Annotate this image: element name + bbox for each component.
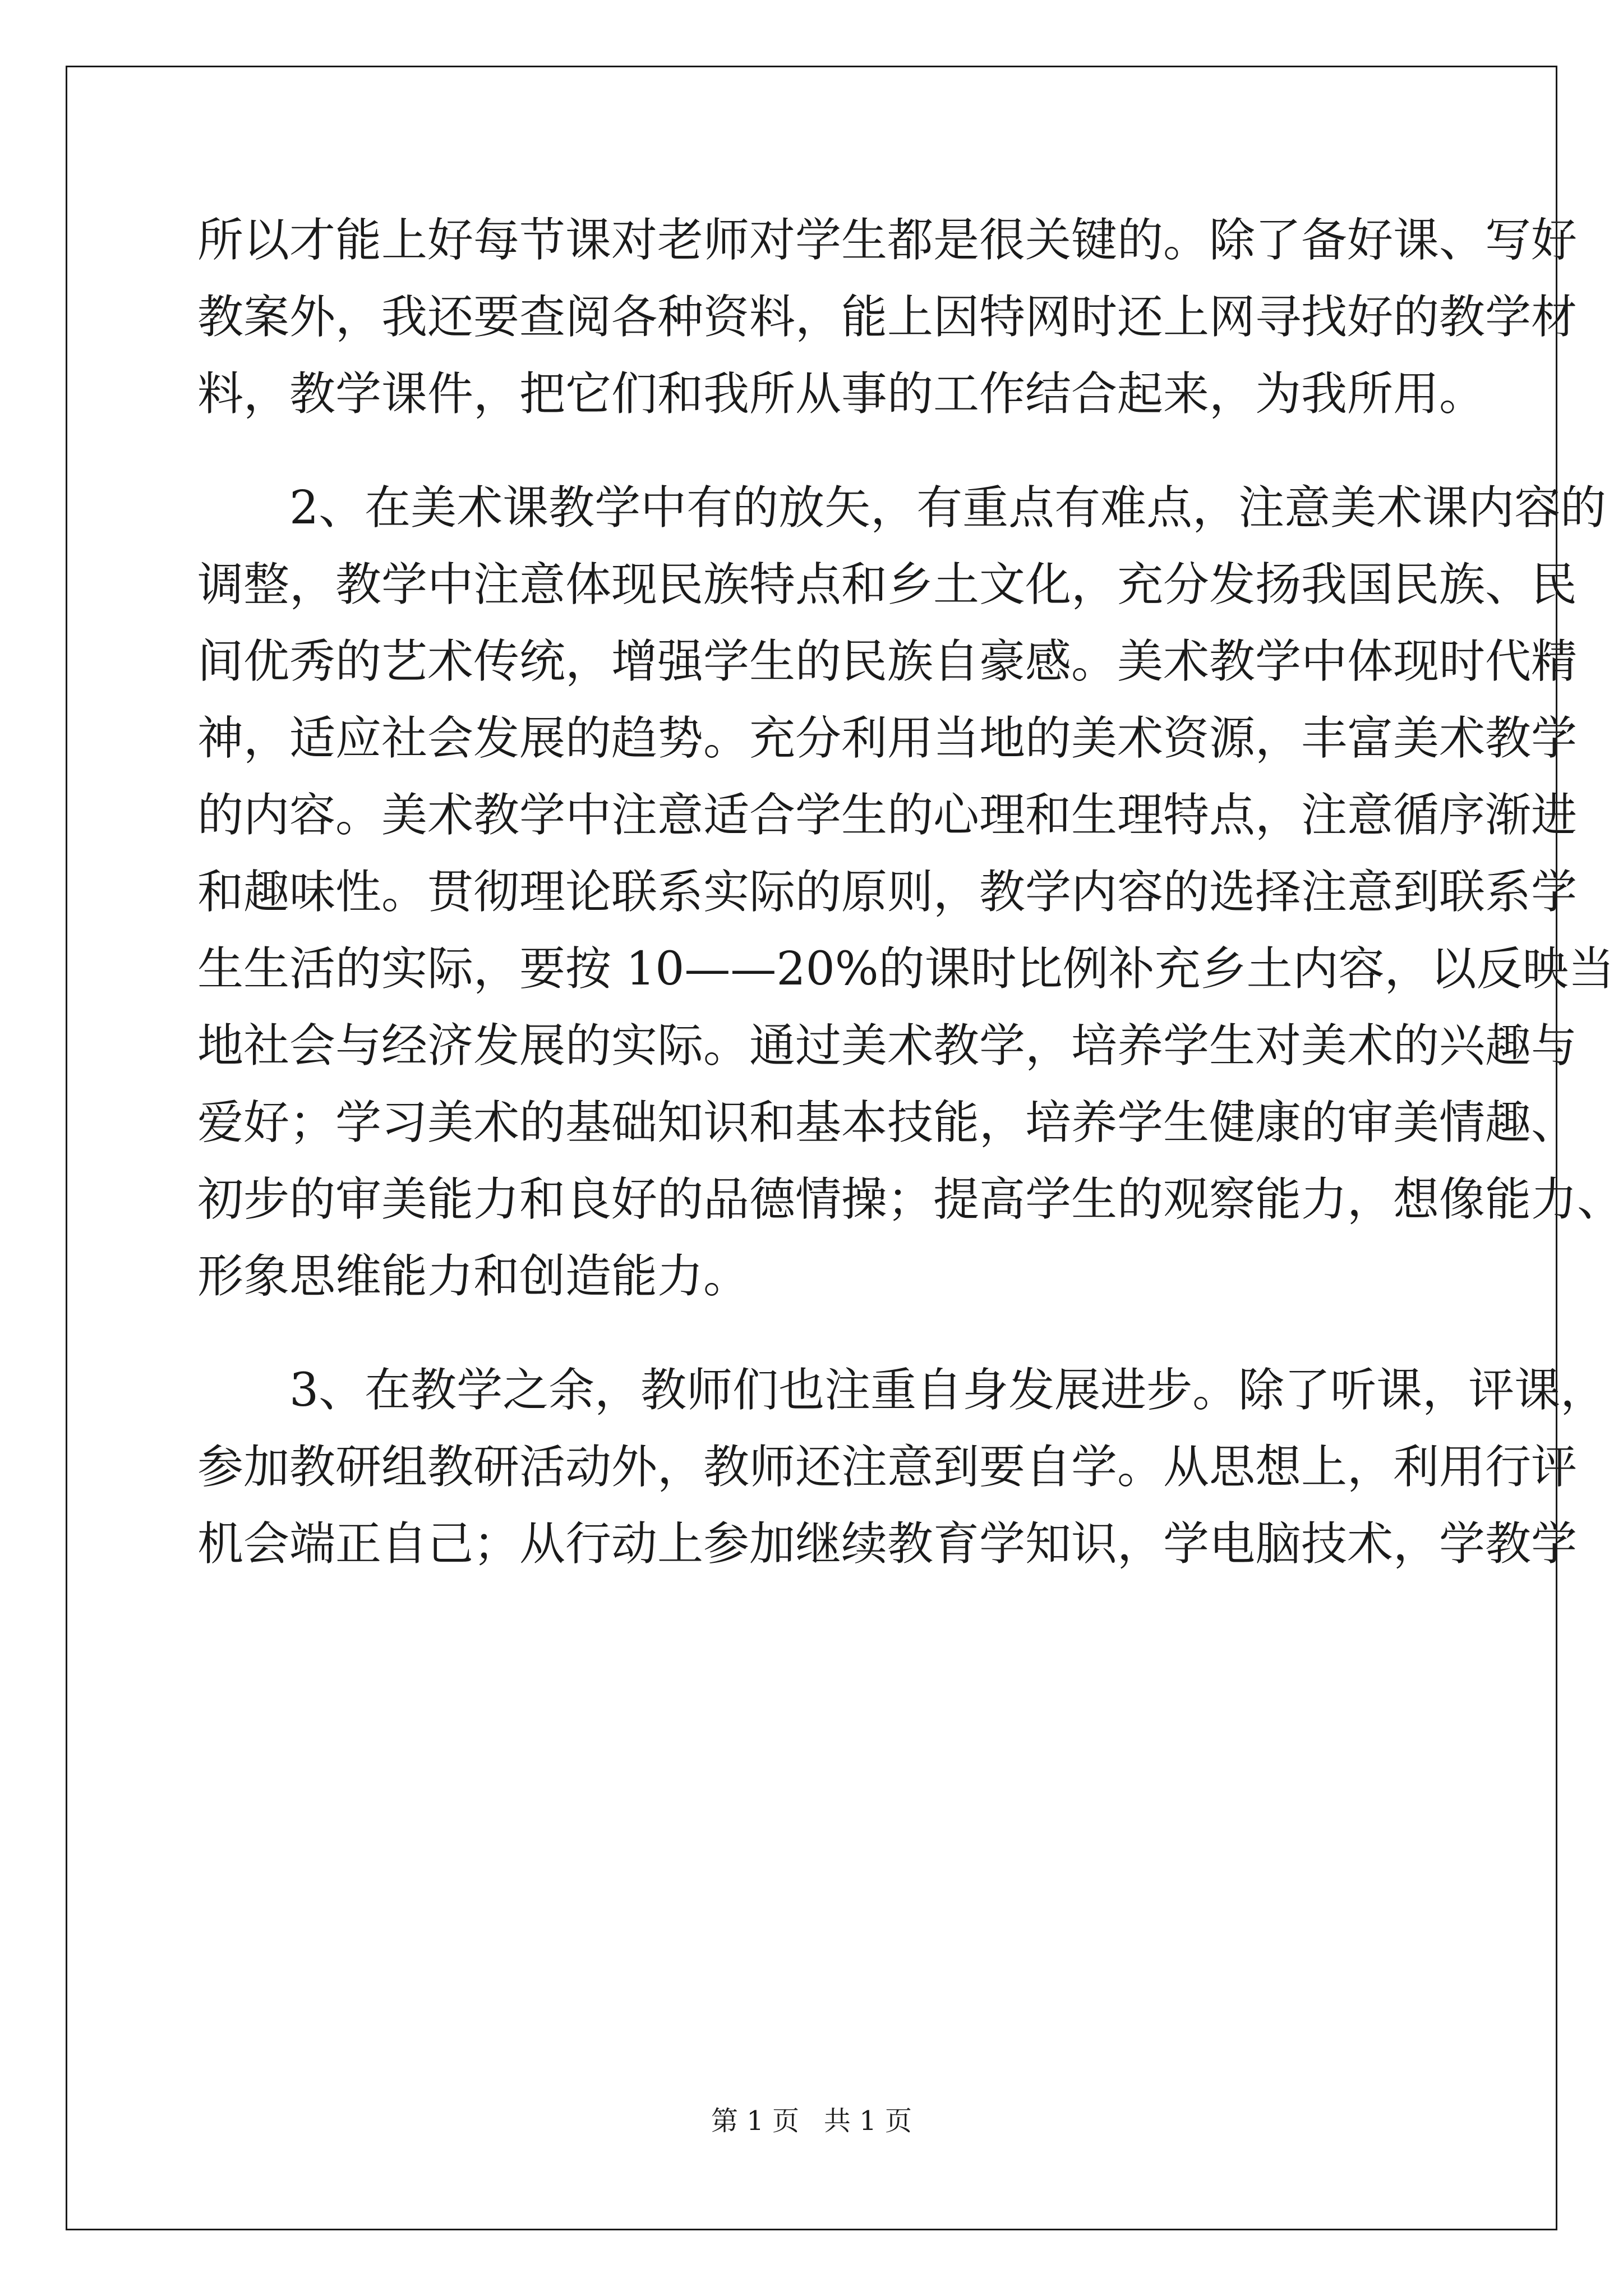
page-number: 第 1 页 xyxy=(711,2105,799,2137)
text-line: 所以才能上好每节课对老师对学生都是很关键的。除了备好课、写好 xyxy=(197,214,1578,267)
text-line: 料，教学课件，把它们和我所从事的工作结合起来，为我所用。 xyxy=(197,367,1486,421)
text-line: 教案外，我还要查阅各种资料，能上因特网时还上网寻找好的教学材 xyxy=(197,291,1578,344)
paragraph xyxy=(197,470,1623,1315)
text-line: 生生活的实际，要按 10——20%的课时比例补充乡土内容，以反映当 xyxy=(197,942,1615,996)
text-line: 参加教研组教研活动外，教师还注意到要自学。从思想上，利用行评 xyxy=(197,1441,1578,1494)
text-line: 的内容。美术教学中注意适合学生的心理和生理特点，注意循序渐进 xyxy=(197,789,1578,842)
paragraph xyxy=(197,1352,1607,1582)
paragraph xyxy=(197,202,1578,432)
page-footer xyxy=(0,2099,1623,2138)
text-line: 和趣味性。贯彻理论联系实际的原则，教学内容的选择注意到联系学 xyxy=(197,866,1578,919)
text-line: 地社会与经济发展的实际。通过美术教学，培养学生对美术的兴趣与 xyxy=(197,1019,1578,1073)
text-line: 爱好；学习美术的基础知识和基本技能，培养学生健康的审美情趣、 xyxy=(197,1096,1578,1149)
text-line: 2、在美术课教学中有的放矢，有重点有难点，注意美术课内容的 xyxy=(197,481,1607,535)
text-line: 初步的审美能力和良好的品德情操；提高学生的观察能力，想像能力、 xyxy=(197,1173,1623,1226)
text-line: 机会端正自己；从行动上参加继续教育学知识，学电脑技术，学教学 xyxy=(197,1517,1578,1571)
text-line: 神，适应社会发展的趋势。充分利用当地的美术资源，丰富美术教学 xyxy=(197,712,1578,765)
text-line: 调整，教学中注意体现民族特点和乡土文化，充分发扬我国民族、民 xyxy=(197,558,1578,611)
document-body xyxy=(197,202,1623,1582)
page-count: 共 1 页 xyxy=(824,2105,912,2137)
text-line: 3、在教学之余，教师们也注重自身发展进步。除了听课，评课， xyxy=(197,1364,1607,1417)
text-line: 形象思维能力和创造能力。 xyxy=(197,1250,750,1303)
text-line: 间优秀的艺术传统，增强学生的民族自豪感。美术教学中体现时代精 xyxy=(197,635,1578,688)
